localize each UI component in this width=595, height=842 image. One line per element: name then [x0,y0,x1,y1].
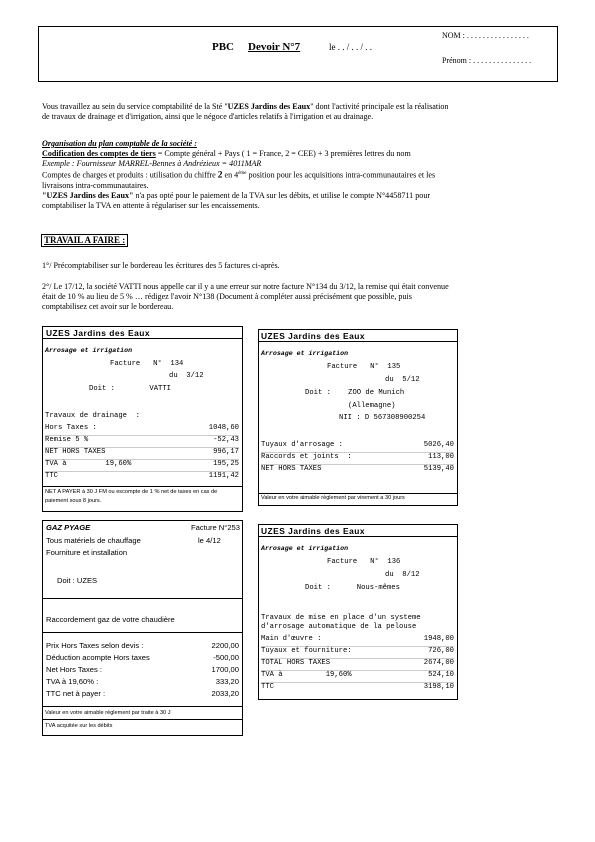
invoice-134-travaux: Travaux de drainage : [45,412,140,420]
invoice-135-doit: Doit : ZOO de Munich [305,389,405,397]
invoice-253-doit: Doit : UZES [57,576,98,585]
codif-label: Codification des comptes de tiers [42,149,156,158]
table-row: NET HORS TAXES 5139,40 [261,465,454,473]
codif-text: = Compte général + Pays ( 1 = France, 2 = CEE) + 3 premières lettres du nom [155,149,411,158]
invoice-135-company: UZES Jardins des Eaux [261,331,366,341]
invoice-253-raccordement: Raccordement gaz de votre chaudière [46,615,175,624]
table-row: TVA à 19,60% 195,25 [45,460,239,472]
course-code: PBC [212,41,234,53]
invoice-136-doit: Doit : Nous-mêmes [305,584,400,592]
invoice-135-rows [261,441,454,477]
travail-title: TRAVAIL A FAIRE : [41,234,128,247]
invoice-136-subtitle: Arrosage et irrigation [261,545,349,552]
invoice-136-rows [261,635,454,695]
invoice-136 [258,524,458,700]
invoice-253-line1: Tous matériels de chauffage [46,536,141,545]
table-row: TVA à 19,60% 524,10 [261,671,454,683]
invoice-253-date: le 4/12 [198,536,221,545]
charges-pre: Comptes de charges et produits : utilisation du chiffre [42,170,218,180]
table-row: Hors Taxes : 1048,60 [45,424,239,436]
table-row: TTC 1191,42 [45,472,239,480]
table-row: Remise 5 % -52,43 [45,436,239,448]
prenom-field: Prénom : . . . . . . . . . . . . . . . [442,56,532,65]
invoice-135 [258,329,458,506]
organisation-title: Organisation du plan comptable de la société : [42,139,197,148]
intro-post: " dont l'activité principale est la réalisation [310,102,449,111]
table-row: Tuyaux et fourniture: 726,00 [261,647,454,659]
invoice-253-footer1: Valeur en votre aimable règlement par traite à 30 J [45,710,171,716]
invoice-135-number: Facture N° 135 [327,363,401,371]
invoice-136-number: Facture N° 136 [327,558,401,566]
nom-field: NOM : . . . . . . . . . . . . . . . . [442,31,529,40]
invoice-253-company: GAZ PYAGE [46,523,91,532]
table-row: Raccords et joints : 113,00 [261,453,454,465]
question-1: 1°/ Précomptabiliser sur le bordereau les écritures des 5 factures ci-après. [42,261,280,270]
date-field: le . . / . . / . . [329,42,372,52]
invoice-253-rows [46,641,239,701]
invoice-134-doit: Doit : VATTI [89,385,171,393]
table-row: TOTAL HORS TAXES 2674,00 [261,659,454,671]
invoice-253-line2: Fourniture et installation [46,548,128,557]
invoice-136-company: UZES Jardins des Eaux [261,526,366,536]
invoice-134 [42,326,243,512]
charges-sup: ème [238,171,247,176]
question-2 [42,282,557,312]
invoice-253-number: Facture N°253 [190,523,240,532]
table-row: Prix Hors Taxes selon devis : 2200,00 [46,641,239,650]
q2-line3: comptabilisez cet avoir sur le bordereau. [42,302,174,311]
uzes-line2: comptabiliser la TVA en attente à régulariser sur les encaissements. [42,200,260,210]
invoice-134-number: Facture N° 134 [110,360,184,368]
intro-line2: de travaux de drainage et d'irrigation, ainsi que le négoce d'articles relatifs à l'irrigation et au drainage. [42,112,374,121]
invoice-136-travaux2: d'arrosage automatique de la pelouse [261,623,417,631]
invoice-134-date: du 3/12 [169,372,204,380]
intro-company: UZES Jardins des Eaux [227,102,311,111]
assignment-title: Devoir N°7 [248,41,301,53]
invoice-135-footer: Valeur en votre aimable règlement par virement a 30 jours [261,495,405,501]
table-row: TTC net à payer : 2033,20 [46,689,239,698]
codif-example: Exemple : Fournisseur MARREL-Bennes à Andrézieux = 4011MAR [42,159,262,168]
table-row: NET HORS TAXES 996,17 [45,448,239,460]
charges-post: position pour les acquisitions intra-communautaires et les [246,170,436,180]
organisation-section [42,139,557,211]
invoice-134-footer: NET A PAYER à 30 J FM ou escompte de 1 % net de taxes en cas de paiement sous 8 jours. [45,489,218,504]
table-row: Tuyaux d'arrosage : 5026,40 [261,441,454,453]
table-row: TTC 3198,10 [261,683,454,691]
table-row: Main d'œuvre : 1948,00 [261,635,454,647]
intro-pre: Vous travaillez au sein du service comptabilité de la Sté " [42,102,228,111]
charges-line2: livraisons intra-communautaires. [42,180,149,190]
table-row: Net Hors Taxes : 1700,00 [46,665,239,674]
invoice-135-nii: NII : D 567308900254 [339,414,426,422]
table-row: Déduction acompte Hors taxes -500,00 [46,653,239,662]
charges-num: 2 [217,170,223,181]
invoice-136-date: du 8/12 [385,571,420,579]
q2-line2: était de 10 % au lieu de 5 % … rédigez l'avoir N°138 (Document à compléter aussi précisément que possible, puis [42,292,412,301]
invoice-253 [42,520,243,736]
uzes-bold: "UZES Jardins des Eaux" [42,190,134,200]
invoice-134-company: UZES Jardins des Eaux [46,328,151,338]
invoice-253-footer2: TVA acquitée sur les débits [45,723,113,729]
invoice-134-rows [45,424,239,484]
uzes-text: n'a pas opté pour le paiement de la TVA sur les débits, et utilise le compte N°4458711 pour [133,190,431,200]
invoice-134-subtitle: Arrosage et irrigation [45,347,133,354]
intro-paragraph [42,102,557,122]
invoice-135-country: (Allemagne) [348,402,396,410]
q2-line1: 2°/ Le 17/12, la société VATTI nous appelle car il y a une erreur sur notre facture N°134 du 3/12, la remise qui était convenue [42,282,449,291]
invoice-136-travaux1: Travaux de mise en place d'un systeme [261,614,421,622]
table-row: TVA à 19,60% : 333,20 [46,677,239,686]
invoice-135-date: du 5/12 [385,376,420,384]
invoice-135-subtitle: Arrosage et irrigation [261,350,349,357]
charges-mid: en 4 [222,170,239,180]
